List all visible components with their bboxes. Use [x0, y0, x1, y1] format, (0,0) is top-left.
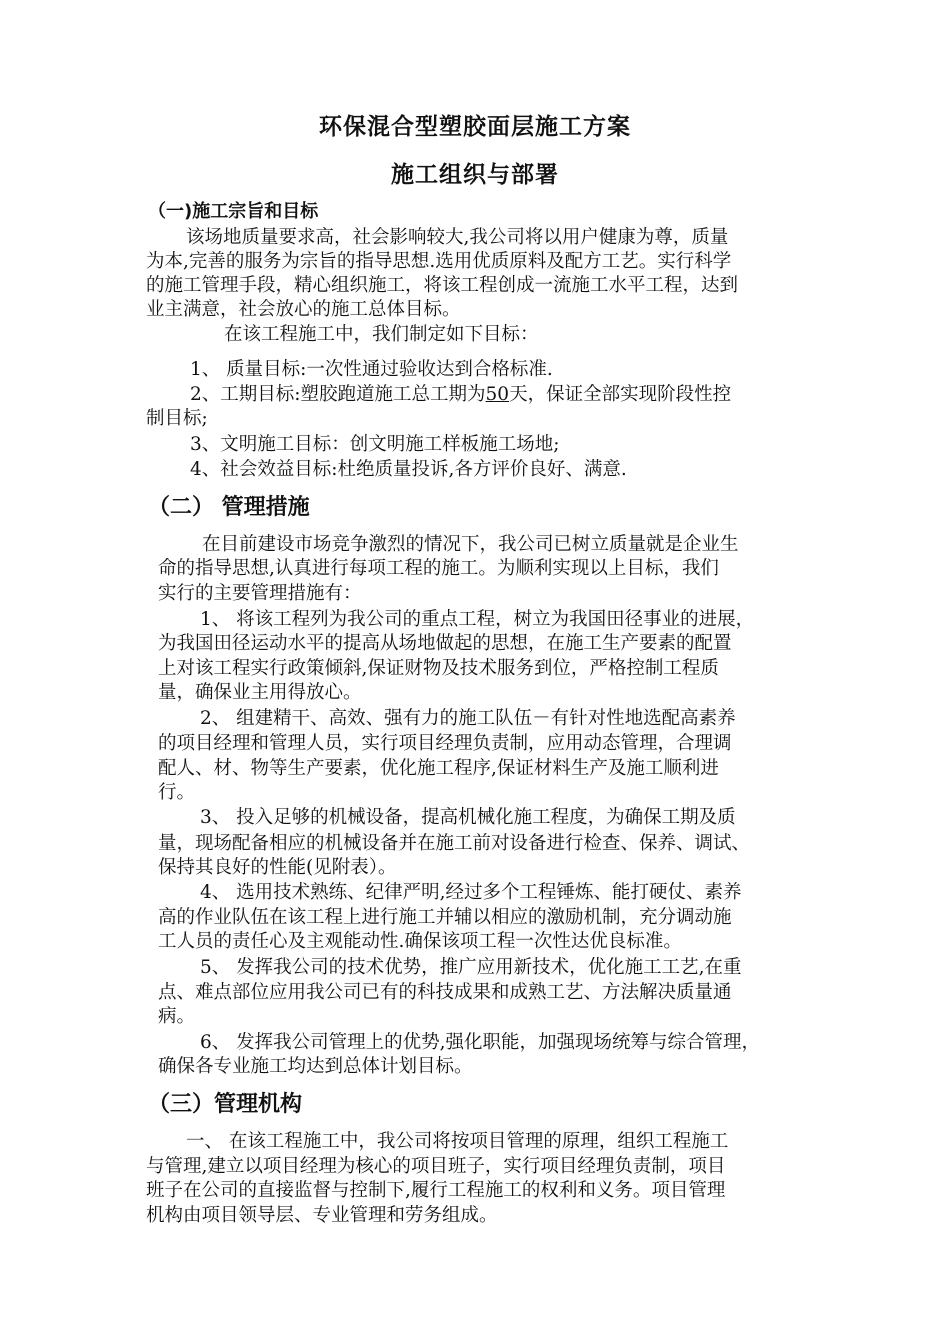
- measure-item: 3、 投入足够的机械设备，提高机械化施工程度，为确保工期及质: [200, 807, 736, 828]
- measure-item: 5、 发挥我公司的技术优势，推广应用新技术，优化施工工艺,在重: [200, 957, 742, 978]
- paragraph-line: 保持其良好的性能(见附表）。: [158, 857, 397, 878]
- goal-schedule-tail: 天，保证全部实现阶段性控: [509, 384, 732, 405]
- paragraph-line: 量，确保业主用得放心。: [158, 682, 362, 703]
- paragraph-line: 上对该工程实行政策倾斜,保证财物及技术服务到位，严格控制工程质: [158, 658, 719, 679]
- paragraph-line: 在该工程施工中，我们制定如下目标：: [224, 324, 539, 345]
- goal-schedule-text: 2、工期目标:塑胶跑道施工总工期为: [190, 384, 486, 405]
- paragraph-line: 命的指导思想,认真进行每项工程的施工。为顺利实现以上目标，我们: [158, 558, 719, 579]
- paragraph-line: 配人、材、物等生产要素，优化施工程序,保证材料生产及施工顺利进: [158, 758, 719, 779]
- goal-item-schedule: [190, 383, 731, 407]
- paragraph-line: 业主满意，社会放心的施工总体目标。: [146, 299, 461, 320]
- measure-item: 2、 组建精干、高效、强有力的施工队伍－有针对性地选配高素养: [200, 708, 736, 729]
- section1-heading: （一)施工宗旨和目标: [148, 201, 319, 222]
- paragraph-line: 点、难点部位应用我公司已有的科技成果和成熟工艺、方法解决质量通: [158, 982, 732, 1003]
- paragraph-line: 行。: [158, 782, 196, 803]
- measure-item: 1、 将该工程列为我公司的重点工程，树立为我国田径事业的进展，: [200, 609, 755, 630]
- paragraph-line: 机构由项目领导层、专业管理和劳务组成。: [146, 1205, 498, 1226]
- paragraph-line: 班子在公司的直接监督与控制下,履行工程施工的权利和义务。项目管理: [146, 1180, 726, 1201]
- measure-item: 4、 选用技术熟练、纪律严明,经过多个工程锤炼、能打硬仗、素养: [200, 882, 742, 903]
- schedule-days: 50: [485, 384, 510, 405]
- paragraph-line: 高的作业队伍在该工程上进行施工并辅以相应的激励机制，充分调动施: [158, 907, 732, 928]
- paragraph-line: 的施工管理手段，精心组织施工，将该工程创成一流施工水平工程，达到: [146, 275, 739, 296]
- paragraph-line: 的项目经理和管理人员，实行项目经理负责制，应用动态管理，合理调: [158, 733, 732, 754]
- document-title: 环保混合型塑胶面层施工方案: [319, 114, 631, 140]
- paragraph-line: 病。: [158, 1006, 196, 1027]
- paragraph-line: 在目前建设市场竞争激烈的情况下，我公司已树立质量就是企业生: [202, 534, 739, 555]
- goal-item-social: 4、社会效益目标:杜绝质量投诉,各方评价良好、满意.: [190, 459, 627, 480]
- paragraph-line: 实行的主要管理措施有：: [158, 583, 362, 604]
- paragraph-line: 工人员的责任心及主观能动性.确保该项工程一次性达优良标准。: [158, 931, 682, 952]
- paragraph-line: 确保各专业施工均达到总体计划目标。: [158, 1056, 473, 1077]
- paragraph-line: 为本,完善的服务为宗旨的指导思想.选用优质原料及配方工艺。实行科学: [146, 251, 732, 272]
- paragraph-line: 为我国田径运动水平的提高从场地做起的思想，在施工生产要素的配置: [158, 633, 732, 654]
- document-subtitle: 施工组织与部署: [391, 162, 559, 188]
- goal-item-quality: 1、 质量目标:一次性通过验收达到合格标准.: [190, 359, 553, 380]
- measure-item: 6、 发挥我公司管理上的优势,强化职能，加强现场统筹与综合管理，: [200, 1032, 761, 1053]
- section2-heading: （二） 管理措施: [148, 495, 310, 520]
- paragraph-line: 该场地质量要求高，社会影响较大,我公司将以用户健康为尊，质量: [186, 227, 729, 248]
- paragraph-line: 与管理,建立以项目经理为核心的项目班子，实行项目经理负责制，项目: [146, 1156, 726, 1177]
- paragraph-line: 制目标;: [146, 408, 208, 429]
- paragraph-line: 量，现场配备相应的机械设备并在施工前对设备进行检查、保养、调试、: [158, 833, 751, 854]
- section3-heading: （三）管理机构: [148, 1092, 303, 1117]
- paragraph-line: 一、 在该工程施工中，我公司将按项目管理的原理，组织工程施工: [186, 1131, 729, 1152]
- goal-item-civilized: 3、文明施工目标：创文明施工样板施工场地;: [190, 434, 560, 455]
